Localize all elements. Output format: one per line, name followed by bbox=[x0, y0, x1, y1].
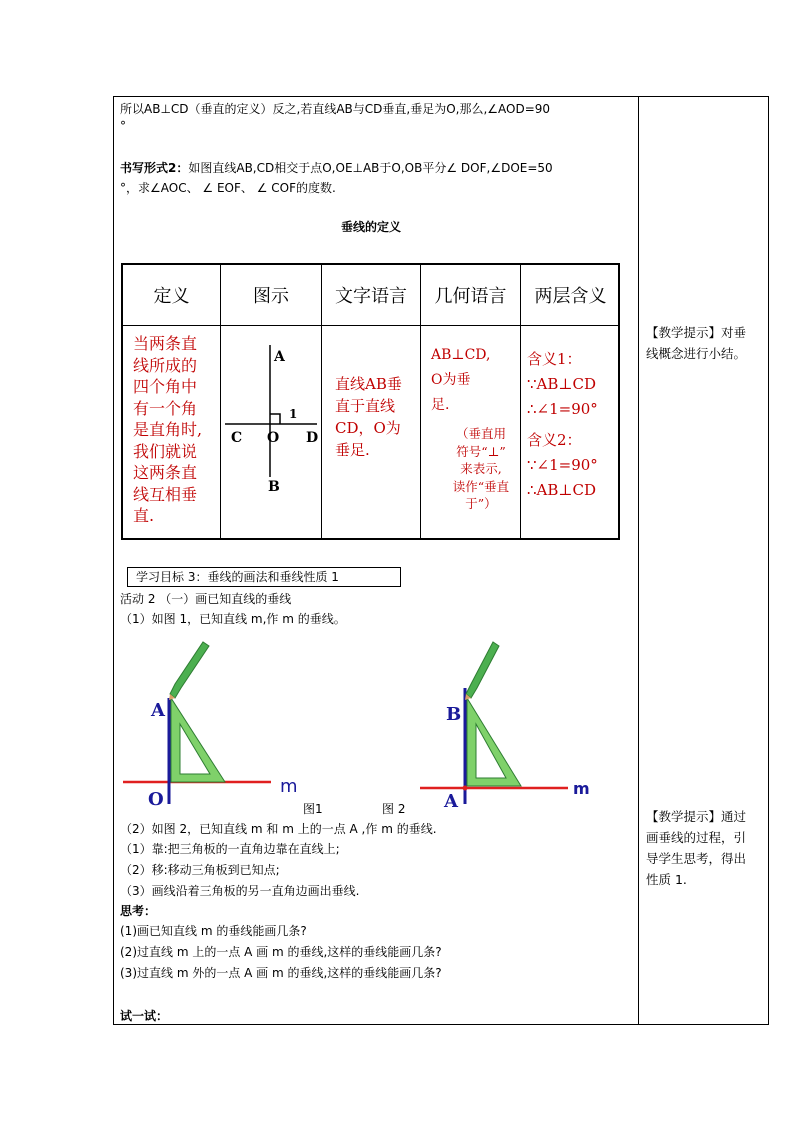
point-a bbox=[463, 786, 468, 791]
think-question-2: (2)过直线 m 上的一点 A 画 m 的垂线,这样的垂线能画几条? bbox=[120, 945, 442, 959]
fig1-label-a: A bbox=[151, 700, 165, 721]
definition-line: 线互相垂 bbox=[133, 484, 198, 504]
geometry-line: O为垂 bbox=[431, 372, 471, 388]
intro-line-2: ° bbox=[120, 119, 126, 133]
think-question-1: (1)画已知直线 m 的垂线能画几条? bbox=[120, 924, 307, 938]
try-label: 试一试： bbox=[120, 1009, 169, 1023]
label-d: D bbox=[306, 430, 319, 446]
activity-2-sub-1: （1）靠:把三角板的一直角边靠在直线上; bbox=[120, 842, 340, 856]
meaning-line: 含义2： bbox=[527, 431, 582, 449]
definition-table bbox=[121, 263, 620, 540]
meaning-line: 含义1： bbox=[527, 350, 582, 368]
meaning-line: ∵AB⊥CD bbox=[527, 375, 597, 393]
note-line: 画垂线的过程，引 bbox=[646, 830, 747, 845]
exercise-2-label: 书写形式2： bbox=[120, 161, 189, 175]
column-divider bbox=[638, 96, 639, 1025]
geometry-note-line: 读作“垂直 bbox=[452, 478, 510, 494]
definition-line: 有一个角 bbox=[133, 398, 198, 418]
text-language-line: 垂足. bbox=[335, 441, 370, 459]
exercise-2-text: 如图直线AB,CD相交于点O,OE⊥AB于O,OB平分∠ DOF,∠DOE=50 bbox=[188, 161, 553, 175]
note-line: 线概念进行小结。 bbox=[646, 346, 747, 361]
geometry-line: AB⊥CD, bbox=[431, 347, 491, 363]
meaning-line: ∵∠1=90° bbox=[527, 456, 598, 474]
definition-line: 直. bbox=[133, 506, 155, 525]
triangle-hole bbox=[476, 724, 506, 778]
meaning-line: ∴∠1=90° bbox=[527, 400, 598, 418]
definition-line: 这两条直 bbox=[133, 463, 198, 482]
meaning-line: ∴AB⊥CD bbox=[527, 481, 597, 499]
geometry-line: 足. bbox=[431, 397, 450, 413]
definition-line: 是直角时, bbox=[133, 420, 203, 439]
perpendicular-figure bbox=[222, 327, 320, 538]
learning-goal-3: 学习目标 3：垂线的画法和垂线性质 1 bbox=[127, 567, 401, 587]
triangle-hole bbox=[180, 724, 210, 774]
header-geometry-language: 几何语言 bbox=[434, 286, 507, 307]
note-line: 【教学提示】对垂 bbox=[646, 325, 747, 340]
figure-2 bbox=[415, 632, 615, 812]
note-line: 【教学提示】通过 bbox=[646, 809, 747, 824]
label-b: B bbox=[268, 479, 280, 495]
right-angle-mark bbox=[270, 414, 280, 424]
note-line: 导学生思考，得出 bbox=[646, 851, 747, 866]
table-header-divider bbox=[123, 325, 618, 326]
pencil-icon bbox=[466, 642, 499, 698]
activity-2-sub-2: （2）移:移动三角板到已知点; bbox=[120, 863, 280, 877]
geometry-language bbox=[431, 343, 523, 418]
intro-line-1: 所以AB⊥CD（垂直的定义）反之,若直线AB与CD垂直,垂足为O,那么,∠AOD=90 bbox=[120, 102, 551, 116]
text-language bbox=[335, 373, 419, 461]
text-language-line: 直于直线 bbox=[335, 397, 396, 415]
header-figure: 图示 bbox=[253, 286, 289, 307]
figure-1 bbox=[118, 632, 318, 812]
teaching-note-1 bbox=[646, 322, 766, 364]
fig1-label-o: O bbox=[148, 789, 164, 810]
pencil-icon bbox=[170, 642, 209, 698]
fig1-label-m: m bbox=[280, 776, 298, 797]
label-a: A bbox=[274, 349, 285, 365]
figure-2-caption: 图 2 bbox=[382, 802, 406, 816]
think-label: 思考： bbox=[120, 904, 157, 918]
definition-line: 四个角中 bbox=[133, 377, 198, 396]
teaching-note-2 bbox=[646, 806, 766, 890]
header-definition: 定义 bbox=[153, 286, 190, 307]
geometry-note-line: 符号“⊥” bbox=[456, 443, 506, 459]
definition-title: 垂线的定义 bbox=[341, 220, 402, 234]
geometry-note bbox=[436, 425, 526, 513]
label-c: C bbox=[231, 430, 243, 446]
definition-line: 线所成的 bbox=[133, 355, 198, 375]
geometry-note-line: 于”） bbox=[465, 496, 497, 511]
text-language-line: 直线AB垂 bbox=[335, 375, 402, 393]
think-question-3: (3)过直线 m 外的一点 A 画 m 的垂线,这样的垂线能画几条? bbox=[120, 966, 442, 980]
activity-2-title: 活动 2 （一）画已知直线的垂线 bbox=[120, 592, 292, 606]
note-line: 性质 1. bbox=[646, 872, 687, 887]
label-o: O bbox=[267, 430, 280, 446]
text-language-line: CD，O为 bbox=[335, 419, 401, 437]
label-1: 1 bbox=[289, 407, 298, 421]
definition-text bbox=[133, 333, 219, 527]
header-meanings: 两层含义 bbox=[534, 286, 607, 307]
exercise-2-line-2: °，求∠AOC、 ∠ EOF、 ∠ COF的度数. bbox=[120, 181, 336, 195]
definition-line: 我们就说 bbox=[133, 441, 198, 461]
header-text-language: 文字语言 bbox=[335, 286, 407, 307]
fig2-label-b: B bbox=[446, 704, 462, 725]
geometry-note-line: （垂直用 bbox=[455, 426, 506, 441]
activity-2-sub-3: （3）画线沿着三角板的另一直角边画出垂线. bbox=[120, 884, 360, 898]
figure-1-caption: 图1 bbox=[303, 802, 323, 816]
definition-line: 当两条直 bbox=[133, 334, 198, 353]
fig2-label-m: m bbox=[573, 779, 590, 798]
two-meanings bbox=[527, 347, 617, 503]
fig2-label-a: A bbox=[444, 791, 458, 812]
geometry-note-line: 来表示, bbox=[460, 461, 502, 476]
activity-2-step-2: （2）如图 2，已知直线 m 和 m 上的一点 A ,作 m 的垂线. bbox=[120, 822, 437, 836]
activity-2-step-1: （1）如图 1，已知直线 m,作 m 的垂线。 bbox=[120, 612, 346, 626]
exercise-2-line-1 bbox=[120, 160, 553, 176]
